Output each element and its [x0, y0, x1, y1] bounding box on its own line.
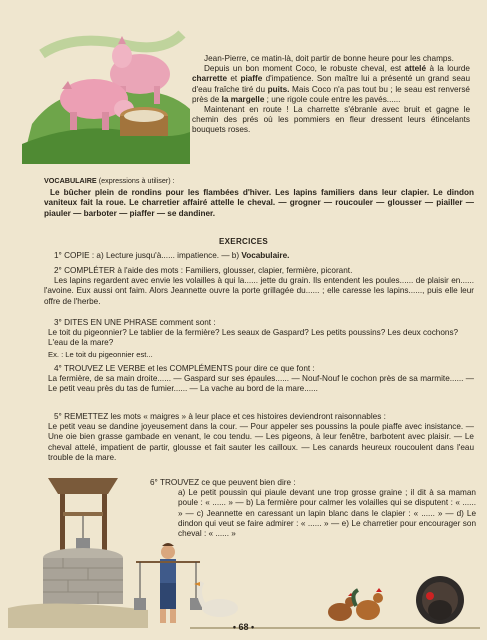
- text-run: à la lourde: [426, 64, 470, 74]
- exercise-example: Ex. : Le toit du pigeonnier est...: [48, 349, 153, 359]
- turkey-icon: [416, 576, 464, 624]
- exercise-instruction: ce que peuvent bien dire :: [199, 478, 296, 487]
- hen-icon: [328, 593, 355, 621]
- text-run: d'impatience. Son maître lui a présenté un grand seau d'eau fraîche tiré du: [192, 74, 470, 94]
- exercise-bold: Vocabulaire.: [241, 251, 290, 260]
- text-run: ; une rigole coule entre les pavés......: [264, 94, 401, 104]
- exercise-instruction: les mots « maigres » à leur place et ces histoires deviendront raisonnables :: [108, 412, 386, 421]
- bold-word: la margelle: [221, 94, 265, 104]
- exercise-body: Les lapins regardent avec envie les volailles à qui la...... jette du grain. Ils entendent les poules...... de plaisir en...... l'avoine. Eux aussi ont faim. Alors Jeannette ouvre la porte grillagée du...... ; elle caresse les lapins......, puis elle leur offre de l'herbe.: [44, 276, 474, 306]
- bold-word: charrette: [192, 74, 228, 84]
- exercise-instruction: à l'aide des mots : Familiers, glousser, clapier, fermière, picorant.: [115, 266, 353, 275]
- vocabulary-title: VOCABULAIRE: [44, 176, 97, 185]
- exercise-number: 1°: [54, 251, 62, 260]
- exercise-instruction: pour dire ce que font :: [232, 364, 315, 373]
- well-illustration: [8, 468, 148, 628]
- bold-word: attelé: [404, 64, 427, 74]
- exercise-label: DITES EN UNE PHRASE: [64, 318, 158, 327]
- exercise-number: 5°: [54, 412, 62, 421]
- exercise-1: [44, 251, 474, 261]
- exercise-number: 6°: [150, 478, 158, 487]
- exercise-label: COMPLÉTER: [64, 266, 116, 275]
- goose-icon: [194, 582, 238, 617]
- vocabulary-note: (expressions à utiliser) :: [98, 176, 175, 185]
- exercise-body: La fermière, de sa main droite...... — Gaspard sur ses épaules...... — Nouf-Nouf le cochon près de sa marmite...... — Le petit veau près du tas de fumier...... — La vache au bord de la mare......: [48, 374, 474, 394]
- intro-paragraph-3: Maintenant en route ! La charrette s'ébranle avec bruit et gagne le chemin des prés où les pommiers en fleur dressent leurs étincelants bouquets roses.: [192, 105, 470, 135]
- text-run: Mais Coco n'a pas tout bu ; le seau est renversé près de: [192, 84, 470, 104]
- exercise-number: 4°: [54, 364, 62, 373]
- exercise-instruction: comment sont :: [157, 318, 216, 327]
- exercise-label: REMETTEZ: [64, 412, 109, 421]
- exercise-instruction: LE VERBE et les: [103, 364, 170, 373]
- text-run: Depuis un bon moment Coco, le robuste cheval, est: [204, 64, 405, 74]
- exercises-title: EXERCICES: [219, 237, 268, 246]
- exercise-label: TROUVEZ: [63, 364, 104, 373]
- exercise-body: Le toit du pigeonnier? Le tablier de la fermière? Les seaux de Gaspard? Les petits poussins? Les deux cochons? L'eau de la mare?: [48, 328, 459, 348]
- bold-word: puits.: [267, 84, 290, 94]
- exercise-label: COPIE: [64, 251, 90, 260]
- intro-paragraph-1: Jean-Pierre, ce matin-là, doit partir de bonne heure pour les champs.: [204, 54, 454, 63]
- exercise-body: a) Le petit poussin qui piaule devant une trop grosse graine ; il dit à sa maman poule : « ...... » — b) La fermière pour calmer les volailles qui se disputent : « ...... » — c) Jeannette en caressant un lapin blanc dans le clapier : « ...... » — d) Le dindon qui veut se faire admirer : « ...... » — e) Le charretier pour encourager son cheval : « ...... »: [178, 488, 476, 539]
- vocabulary-text: Le bûcher plein de rondins pour les flambées d'hiver. Les lapins familiers dans leur clapier. Le dindon vaniteux fait la roue. Le charretier affairé attelle le cheval. — grogner — roucouler — glousser — piailler — piauler — barboter — piaffer — se dandiner.: [44, 188, 474, 218]
- exercise-4: [44, 364, 474, 395]
- intro-text: [192, 54, 470, 136]
- vocabulary-section: [44, 176, 474, 219]
- text-run: et: [227, 74, 241, 84]
- exercise-body: Le petit veau se dandine joyeusement dans la cour. — Pour appeler ses poussins la poule piaffe avec insistance. — Une oie bien grasse gambade en venant, le cou tendu. — Les pigeons, à leur fenêtre, barbotent avec plaisir. — Le cheval attelé, impatient de partir, glousse et fait sauter les cailloux. — Les canards heureux roucoulent dans l'eau trouble de la mare.: [48, 422, 474, 462]
- exercise-number: 2°: [54, 266, 62, 275]
- exercise-5: [44, 412, 474, 463]
- exercise-6: [150, 478, 476, 539]
- exercise-label: TROUVEZ: [159, 478, 200, 487]
- intro-paragraph-2: [192, 64, 470, 105]
- exercise-2: [44, 266, 474, 307]
- exercise-instruction: : a) Lecture jusqu'à...... impatience. — b): [89, 251, 242, 260]
- exercise-label: COMPLÉMENTS: [169, 364, 233, 373]
- trough: [120, 107, 168, 136]
- exercise-3: [44, 318, 474, 360]
- page-number: • 68 •: [232, 622, 255, 632]
- rooster-icon: [353, 588, 383, 620]
- vocabulary-heading: [44, 176, 474, 186]
- pigs-illustration: [22, 14, 192, 164]
- exercise-number: 3°: [54, 318, 62, 327]
- bold-word: piaffe: [240, 74, 263, 84]
